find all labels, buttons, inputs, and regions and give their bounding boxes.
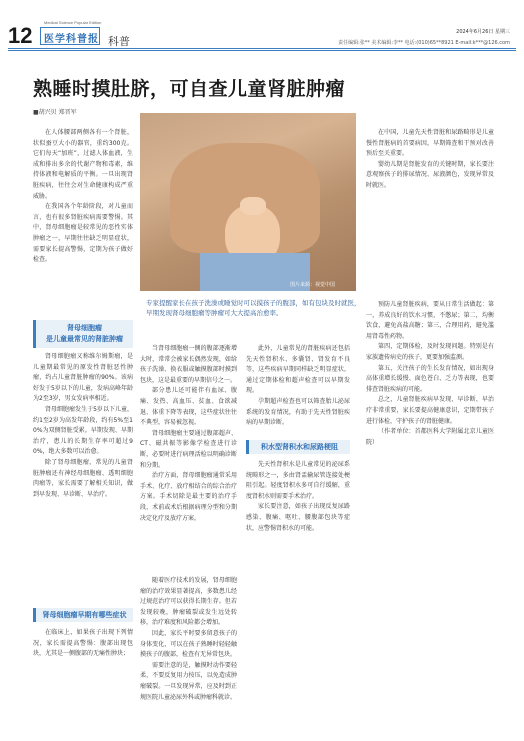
subhead-line: 肾母细胞瘤 (67, 324, 102, 332)
paragraph: 孕期超声检查也可以筛查胎儿泌尿系统的发育情况，有助于先天性肾脏疾病的早期诊断。 (246, 397, 350, 427)
paragraph: 在中国，儿童先天性肾脏和尿路畸形是儿童慢性肾脏病的首要病因，早期筛查和干预对改善预后至关重要。 (366, 129, 494, 158)
section-name: 科普 (108, 35, 130, 48)
header-rule-2 (8, 50, 516, 51)
paragraph: 肾母细胞瘤发生于5岁以下儿童，约1至2岁为高发年龄段，约有5%至10%为双侧肾脏受累。早期发现、早期治疗，患儿的长期生存率可超过90%，绝大多数可以治愈。 (33, 405, 133, 456)
issue-date: 2024年6月26日 星期三 (456, 29, 510, 35)
paragraph: 预防儿童肾脏疾病，要从日常生活做起：第一，养成良好的饮水习惯，不憋尿；第二，均衡饮食，避免高盐高糖；第三，合理用药，避免滥用肾毒性药物。 (366, 301, 494, 340)
logo-text: 医学科普报 (44, 34, 99, 45)
paragraph: 在我国各个年龄阶段，对儿童而言，也有很多肾脏疾病需要警惕。其中，肾母细胞瘤是较常见的恶性实体肿瘤之一，早期往往缺乏明显症状，需要家长提高警惕，定期为孩子做好检查。 (33, 203, 133, 264)
paragraph: 总之，儿童肾脏疾病早发现、早诊断、早治疗非常重要，家长要提高健康意识，定期带孩子进行体检，守护孩子的肾脏健康。 (366, 396, 494, 425)
photo-caption: 图片来源：视觉中国 (290, 282, 336, 288)
paragraph: 第五，关注孩子的生长发育情况，如出现身高体重增长缓慢、面色苍白、乏力等表现，也要排查肾脏疾病的可能。 (366, 364, 494, 393)
article-headline: 熟睡时摸肚脐，可自查儿童肾脏肿瘤 (33, 78, 346, 100)
column-1-tail (33, 628, 133, 660)
paragraph: 当肾母细胞瘤一侧的腹部逐渐增大时，常常会被家长偶然发现，如给孩子洗澡、换衣服或触摸腹部时摸到包块，这是最重要的早期信号之一。 (140, 345, 237, 384)
pull-quote: 专家提醒家长在孩子洗澡或睡觉时可以摸孩子的腹部，如有包块及时就医，早期发现肾母细胞瘤等肿瘤可大大提高治愈率。 (146, 299, 361, 317)
paragraph: 婴幼儿期是肾脏发育的关键时期，家长要注意观察孩子的排尿情况、尿液颜色，发现异常及时就医。 (366, 160, 494, 189)
page-number: 12 (8, 23, 33, 48)
paragraph: 随着医疗技术的发展，肾母细胞瘤的治疗效果显著提高，多数患儿经过规范治疗可以获得长期生存。但若发现较晚，肿瘤破裂或发生远处转移，治疗难度和风险都会增加。 (140, 577, 237, 627)
paragraph: 部分患儿还可能伴有血尿、腹痛、发热、高血压、贫血、食欲减退、体重下降等表现，这些症状往往不典型，容易被忽视。 (140, 387, 237, 427)
column-2-body-a (140, 344, 237, 524)
paragraph: 因此，家长平时要多留意孩子的身体变化，可以在孩子熟睡时轻轻触摸孩子的腹部，检查有无异常包块。 (140, 629, 237, 659)
column-4-body (366, 300, 494, 448)
author-affiliation: （作者单位：首都医科大学附属北京儿童医院） (366, 428, 494, 446)
page-header (0, 0, 524, 50)
subhead-wilms-tumor (33, 320, 133, 348)
header-rule (8, 48, 516, 49)
newspaper-logo (40, 27, 100, 45)
column-2-body-b (140, 576, 237, 703)
column-1-body (33, 352, 133, 500)
subhead-line: 是儿童最常见的肾脏肿瘤 (46, 335, 123, 343)
paragraph: 在临床上，如果孩子出现下列情况，家长需提高警惕：腹部出现包块，尤其是一侧腹部的无痛性肿块； (33, 629, 133, 658)
paragraph: 在人体腰部两侧各有一个肾脏，状似蚕豆大小的器官，重约300克。它们每天“加班”，过滤人体血液，生成和排出多余的代谢产物和毒素，维持体液和电解质的平衡。一旦出现肾脏疾病，往往会对生命健康构成严重威胁。 (33, 129, 133, 200)
column-4-top (366, 128, 494, 192)
column-1-intro (33, 128, 133, 266)
logo-subtitle: Medical Science Popular Edition (44, 20, 102, 25)
subhead-hydronephrosis: 积水型肾积水和尿路梗阻 (246, 440, 350, 454)
issue-meta: 责任编辑:张** 美术编辑:李** 电话:(010)65**8921 E-mail:k***@126.com (338, 40, 510, 46)
article-photo (140, 113, 356, 291)
paragraph: 治疗方面，肾母细胞瘤通常采用手术、化疗、放疗相结合的综合治疗方案。手术切除是最主要的治疗手段，术前或术后根据病理分型和分期决定化疗及放疗方案。 (140, 472, 237, 522)
paragraph: 除了肾母细胞瘤，常见的儿童肾脏肿瘤还有神经母细胞瘤、透明细胞肉瘤等，家长需要了解相关知识，做到早发现、早诊断、早治疗。 (33, 458, 133, 498)
paragraph: 家长要注意，如孩子出现反复尿路感染、腹痛、呕吐、腰腹部包块等症状，应警惕肾积水的可能。 (246, 503, 350, 532)
paragraph: 此外，儿童常见的肾脏疾病还包括先天性肾积水、多囊肾、肾发育不良等，这些疾病早期同样缺乏明显症状，通过定期体检和超声检查可以早期发现。 (246, 345, 350, 395)
column-3-top (246, 344, 350, 429)
subhead-early-symptoms: 肾母细胞瘤早期有哪些症状 (33, 608, 133, 622)
paragraph: 需要注意的是，触摸时动作要轻柔，不要反复用力按压，以免造成肿瘤破裂。一旦发现异常，应及时到正规医院儿童泌尿外科或肿瘤科就诊。 (140, 661, 237, 701)
photo-hand (240, 197, 266, 215)
paragraph: 肾母细胞瘤主要通过腹部超声、CT、磁共振等影像学检查进行诊断，必要时进行病理活检以明确诊断和分期。 (140, 429, 237, 469)
paragraph: 第四，定期体检，及时发现问题。特别是有家族遗传病史的孩子，更要加强监测。 (366, 343, 494, 361)
paragraph: 先天性肾积水是儿童常见的泌尿系统畸形之一，多由肾盂输尿管连接处梗阻引起。轻度肾积水多可自行缓解，重度肾积水则需要手术治疗。 (246, 461, 350, 500)
article-byline: ■胡兴贝 郑晋军 (33, 109, 77, 116)
paragraph: 肾母细胞瘤又称维尔姆斯瘤，是儿童期最常见的原发性肾脏恶性肿瘤，约占儿童肾脏肿瘤的90%。该病好发于5岁以下的儿童，发病高峰年龄为2至3岁，男女发病率相近。 (33, 353, 133, 403)
column-3-mid (246, 460, 350, 534)
